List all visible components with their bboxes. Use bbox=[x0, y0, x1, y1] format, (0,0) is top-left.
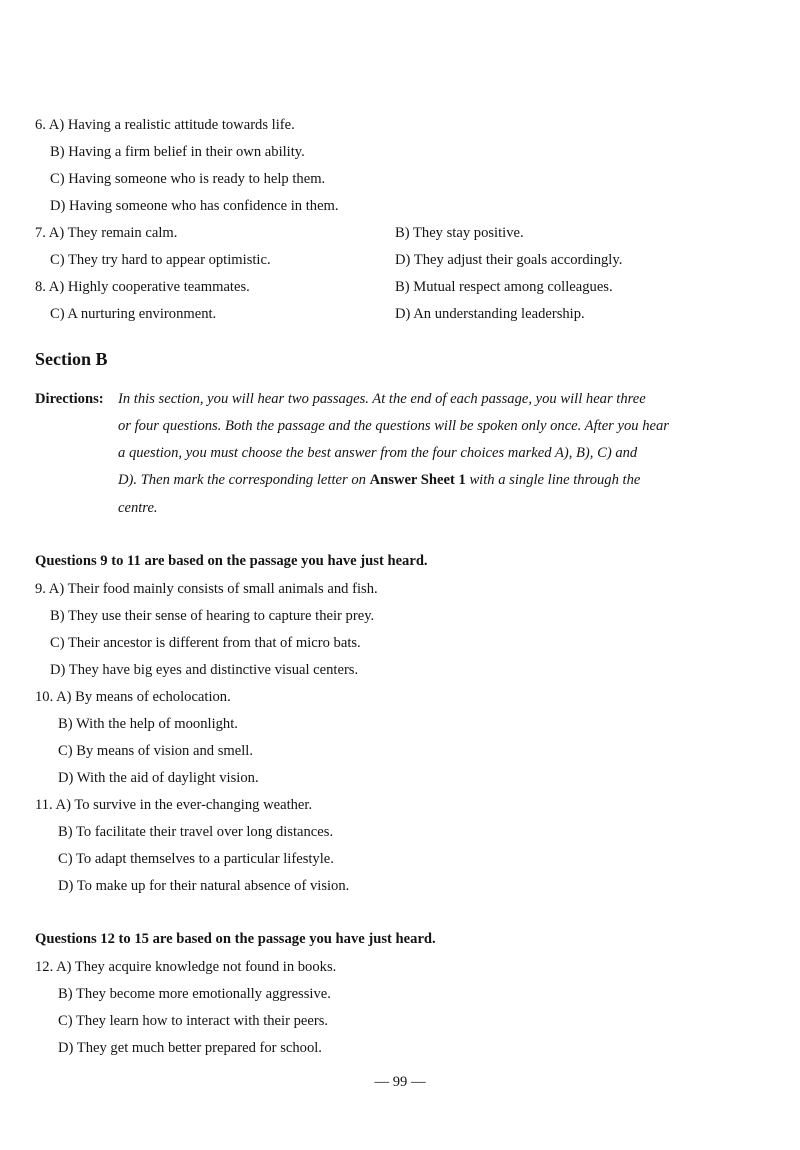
q7-option-a: 7. A) They remain calm. bbox=[35, 225, 178, 241]
question-group-heading-12-15: Questions 12 to 15 are based on the passage you have just heard. bbox=[35, 931, 436, 947]
q8-option-d: D) An understanding leadership. bbox=[395, 306, 585, 322]
q10-option-a: 10. A) By means of echolocation. bbox=[35, 689, 231, 705]
q9-option-c: C) Their ancestor is different from that of micro bats. bbox=[50, 635, 361, 651]
directions-line-1: In this section, you will hear two passages. At the end of each passage, you will hear three bbox=[118, 391, 646, 407]
q11-option-b: B) To facilitate their travel over long distances. bbox=[58, 824, 334, 840]
section-title: Section B bbox=[35, 349, 108, 369]
q11-option-d: D) To make up for their natural absence of vision. bbox=[58, 878, 350, 894]
directions-line-3: a question, you must choose the best answer from the four choices marked A), B), C) and bbox=[118, 445, 638, 461]
question-group-heading-9-11: Questions 9 to 11 are based on the passage you have just heard. bbox=[35, 553, 428, 569]
q7-option-b: B) They stay positive. bbox=[395, 225, 524, 241]
q6-option-d: D) Having someone who has confidence in them. bbox=[50, 198, 339, 214]
q6-option-c: C) Having someone who is ready to help them. bbox=[50, 171, 326, 187]
q10-option-d: D) With the aid of daylight vision. bbox=[58, 770, 259, 786]
q8-option-a: 8. A) Highly cooperative teammates. bbox=[35, 279, 250, 295]
q7-option-c: C) They try hard to appear optimistic. bbox=[50, 252, 271, 268]
directions-line-4-end: with a single line through the bbox=[465, 472, 641, 488]
q12-option-b: B) They become more emotionally aggressive. bbox=[58, 986, 331, 1002]
directions-line-2: or four questions. Both the passage and the questions will be spoken only once. After you hear bbox=[118, 418, 669, 434]
q8-option-c: C) A nurturing environment. bbox=[50, 306, 217, 322]
q9-option-a: 9. A) Their food mainly consists of small animals and fish. bbox=[35, 581, 378, 597]
directions-line-4 bbox=[118, 472, 640, 489]
directions-label: Directions: bbox=[35, 391, 104, 407]
q8-option-b: B) Mutual respect among colleagues. bbox=[395, 279, 613, 295]
q7-option-d: D) They adjust their goals accordingly. bbox=[395, 252, 623, 268]
q9-option-d: D) They have big eyes and distinctive visual centers. bbox=[50, 662, 359, 678]
q10-option-b: B) With the help of moonlight. bbox=[58, 716, 238, 732]
directions-line-4-start: D). Then mark the corresponding letter on bbox=[118, 472, 370, 488]
q11-option-c: C) To adapt themselves to a particular lifestyle. bbox=[58, 851, 334, 867]
q11-option-a: 11. A) To survive in the ever-changing weather. bbox=[35, 797, 313, 813]
directions-line-5: centre. bbox=[118, 500, 158, 516]
q12-option-c: C) They learn how to interact with their peers. bbox=[58, 1013, 329, 1029]
q9-option-b: B) They use their sense of hearing to capture their prey. bbox=[50, 608, 375, 624]
q12-option-d: D) They get much better prepared for school. bbox=[58, 1040, 322, 1056]
q12-option-a: 12. A) They acquire knowledge not found in books. bbox=[35, 959, 337, 975]
answer-sheet-ref: Answer Sheet 1 bbox=[369, 472, 466, 488]
page-number: — 99 — bbox=[374, 1074, 426, 1090]
q10-option-c: C) By means of vision and smell. bbox=[58, 743, 253, 759]
q6-option-a: 6. A) Having a realistic attitude towards life. bbox=[35, 117, 295, 133]
q6-option-b: B) Having a firm belief in their own ability. bbox=[50, 144, 305, 160]
